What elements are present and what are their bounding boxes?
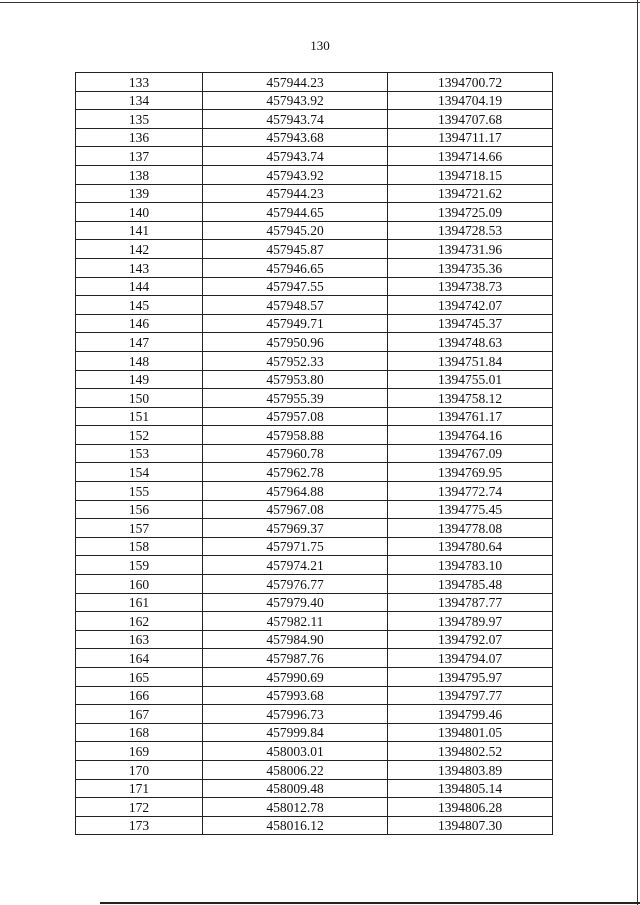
x-coordinate-cell: 457987.76 (203, 649, 388, 668)
y-coordinate-cell: 1394780.64 (388, 537, 553, 556)
y-coordinate-cell: 1394718.15 (388, 165, 553, 184)
table-row (76, 630, 553, 649)
x-coordinate-cell: 457944.65 (203, 203, 388, 222)
table-row (76, 816, 553, 835)
y-coordinate-cell: 1394738.73 (388, 277, 553, 296)
table-row (76, 593, 553, 612)
table-row (76, 426, 553, 445)
point-id-cell: 167 (76, 705, 203, 724)
x-coordinate-cell: 457971.75 (203, 537, 388, 556)
point-id-cell: 146 (76, 314, 203, 333)
table-row (76, 240, 553, 259)
table-row (76, 277, 553, 296)
y-coordinate-cell: 1394792.07 (388, 630, 553, 649)
x-coordinate-cell: 457945.20 (203, 221, 388, 240)
x-coordinate-cell: 457996.73 (203, 705, 388, 724)
y-coordinate-cell: 1394758.12 (388, 389, 553, 408)
table-row (76, 165, 553, 184)
y-coordinate-cell: 1394801.05 (388, 723, 553, 742)
y-coordinate-cell: 1394805.14 (388, 779, 553, 798)
x-coordinate-cell: 458009.48 (203, 779, 388, 798)
point-id-cell: 137 (76, 147, 203, 166)
table-row (76, 500, 553, 519)
y-coordinate-cell: 1394748.63 (388, 333, 553, 352)
point-id-cell: 143 (76, 258, 203, 277)
point-id-cell: 164 (76, 649, 203, 668)
x-coordinate-cell: 457960.78 (203, 444, 388, 463)
x-coordinate-cell: 457962.78 (203, 463, 388, 482)
x-coordinate-cell: 457982.11 (203, 612, 388, 631)
table-row (76, 798, 553, 817)
x-coordinate-cell: 457984.90 (203, 630, 388, 649)
y-coordinate-cell: 1394803.89 (388, 760, 553, 779)
x-coordinate-cell: 457993.68 (203, 686, 388, 705)
table-row (76, 649, 553, 668)
table-row (76, 760, 553, 779)
y-coordinate-cell: 1394795.97 (388, 668, 553, 687)
point-id-cell: 161 (76, 593, 203, 612)
x-coordinate-cell: 458006.22 (203, 760, 388, 779)
y-coordinate-cell: 1394742.07 (388, 296, 553, 315)
table-row (76, 351, 553, 370)
table-row (76, 184, 553, 203)
y-coordinate-cell: 1394785.48 (388, 575, 553, 594)
point-id-cell: 154 (76, 463, 203, 482)
y-coordinate-cell: 1394735.36 (388, 258, 553, 277)
x-coordinate-cell: 457943.74 (203, 147, 388, 166)
y-coordinate-cell: 1394806.28 (388, 798, 553, 817)
x-coordinate-cell: 457949.71 (203, 314, 388, 333)
x-coordinate-cell: 457974.21 (203, 556, 388, 575)
point-id-cell: 134 (76, 91, 203, 110)
table-row (76, 128, 553, 147)
x-coordinate-cell: 457990.69 (203, 668, 388, 687)
x-coordinate-cell: 457950.96 (203, 333, 388, 352)
y-coordinate-cell: 1394769.95 (388, 463, 553, 482)
x-coordinate-cell: 457957.08 (203, 407, 388, 426)
table-row (76, 779, 553, 798)
y-coordinate-cell: 1394755.01 (388, 370, 553, 389)
point-id-cell: 144 (76, 277, 203, 296)
point-id-cell: 173 (76, 816, 203, 835)
x-coordinate-cell: 457945.87 (203, 240, 388, 259)
x-coordinate-cell: 458016.12 (203, 816, 388, 835)
y-coordinate-cell: 1394797.77 (388, 686, 553, 705)
y-coordinate-cell: 1394764.16 (388, 426, 553, 445)
point-id-cell: 145 (76, 296, 203, 315)
point-id-cell: 170 (76, 760, 203, 779)
x-coordinate-cell: 457955.39 (203, 389, 388, 408)
y-coordinate-cell: 1394700.72 (388, 73, 553, 92)
point-id-cell: 141 (76, 221, 203, 240)
x-coordinate-cell: 457958.88 (203, 426, 388, 445)
point-id-cell: 168 (76, 723, 203, 742)
y-coordinate-cell: 1394731.96 (388, 240, 553, 259)
x-coordinate-cell: 457999.84 (203, 723, 388, 742)
y-coordinate-cell: 1394704.19 (388, 91, 553, 110)
point-id-cell: 133 (76, 73, 203, 92)
x-coordinate-cell: 457943.74 (203, 110, 388, 129)
x-coordinate-cell: 457944.23 (203, 73, 388, 92)
table-row (76, 221, 553, 240)
table-row (76, 723, 553, 742)
table-row (76, 333, 553, 352)
y-coordinate-cell: 1394728.53 (388, 221, 553, 240)
x-coordinate-cell: 457964.88 (203, 482, 388, 501)
x-coordinate-cell: 457943.68 (203, 128, 388, 147)
y-coordinate-cell: 1394711.17 (388, 128, 553, 147)
scan-edge-bottom (100, 902, 640, 904)
y-coordinate-cell: 1394772.74 (388, 482, 553, 501)
table-row (76, 742, 553, 761)
table-row (76, 110, 553, 129)
table-row (76, 258, 553, 277)
y-coordinate-cell: 1394721.62 (388, 184, 553, 203)
point-id-cell: 152 (76, 426, 203, 445)
point-id-cell: 159 (76, 556, 203, 575)
point-id-cell: 172 (76, 798, 203, 817)
point-id-cell: 166 (76, 686, 203, 705)
x-coordinate-cell: 457946.65 (203, 258, 388, 277)
x-coordinate-cell: 457953.80 (203, 370, 388, 389)
point-id-cell: 151 (76, 407, 203, 426)
y-coordinate-cell: 1394725.09 (388, 203, 553, 222)
point-id-cell: 165 (76, 668, 203, 687)
scan-edge-right (637, 0, 638, 905)
y-coordinate-cell: 1394745.37 (388, 314, 553, 333)
point-id-cell: 155 (76, 482, 203, 501)
x-coordinate-cell: 457948.57 (203, 296, 388, 315)
y-coordinate-cell: 1394775.45 (388, 500, 553, 519)
point-id-cell: 158 (76, 537, 203, 556)
x-coordinate-cell: 457952.33 (203, 351, 388, 370)
y-coordinate-cell: 1394789.97 (388, 612, 553, 631)
point-id-cell: 138 (76, 165, 203, 184)
y-coordinate-cell: 1394778.08 (388, 519, 553, 538)
y-coordinate-cell: 1394783.10 (388, 556, 553, 575)
table-row (76, 203, 553, 222)
point-id-cell: 162 (76, 612, 203, 631)
point-id-cell: 150 (76, 389, 203, 408)
coordinate-table-body (76, 73, 553, 835)
y-coordinate-cell: 1394802.52 (388, 742, 553, 761)
page-number: 130 (310, 38, 330, 53)
point-id-cell: 148 (76, 351, 203, 370)
point-id-cell: 160 (76, 575, 203, 594)
point-id-cell: 142 (76, 240, 203, 259)
point-id-cell: 140 (76, 203, 203, 222)
table-row (76, 370, 553, 389)
x-coordinate-cell: 457943.92 (203, 165, 388, 184)
table-row (76, 519, 553, 538)
table-row (76, 537, 553, 556)
point-id-cell: 171 (76, 779, 203, 798)
point-id-cell: 157 (76, 519, 203, 538)
y-coordinate-cell: 1394761.17 (388, 407, 553, 426)
x-coordinate-cell: 457944.23 (203, 184, 388, 203)
x-coordinate-cell: 457943.92 (203, 91, 388, 110)
point-id-cell: 149 (76, 370, 203, 389)
point-id-cell: 136 (76, 128, 203, 147)
y-coordinate-cell: 1394794.07 (388, 649, 553, 668)
x-coordinate-cell: 457967.08 (203, 500, 388, 519)
point-id-cell: 169 (76, 742, 203, 761)
table-row (76, 147, 553, 166)
point-id-cell: 135 (76, 110, 203, 129)
coordinate-table (75, 72, 553, 835)
table-row (76, 444, 553, 463)
y-coordinate-cell: 1394714.66 (388, 147, 553, 166)
point-id-cell: 153 (76, 444, 203, 463)
x-coordinate-cell: 457979.40 (203, 593, 388, 612)
table-row (76, 705, 553, 724)
x-coordinate-cell: 457969.37 (203, 519, 388, 538)
x-coordinate-cell: 458012.78 (203, 798, 388, 817)
point-id-cell: 139 (76, 184, 203, 203)
table-row (76, 575, 553, 594)
y-coordinate-cell: 1394807.30 (388, 816, 553, 835)
table-row (76, 296, 553, 315)
x-coordinate-cell: 457947.55 (203, 277, 388, 296)
table-row (76, 612, 553, 631)
x-coordinate-cell: 457976.77 (203, 575, 388, 594)
y-coordinate-cell: 1394707.68 (388, 110, 553, 129)
table-row (76, 482, 553, 501)
y-coordinate-cell: 1394787.77 (388, 593, 553, 612)
table-row (76, 668, 553, 687)
table-row (76, 686, 553, 705)
scan-edge-top (0, 2, 640, 3)
point-id-cell: 163 (76, 630, 203, 649)
table-row (76, 91, 553, 110)
table-row (76, 389, 553, 408)
x-coordinate-cell: 458003.01 (203, 742, 388, 761)
table-row (76, 407, 553, 426)
table-row (76, 73, 553, 92)
y-coordinate-cell: 1394751.84 (388, 351, 553, 370)
table-row (76, 463, 553, 482)
point-id-cell: 156 (76, 500, 203, 519)
table-row (76, 314, 553, 333)
table-row (76, 556, 553, 575)
point-id-cell: 147 (76, 333, 203, 352)
y-coordinate-cell: 1394767.09 (388, 444, 553, 463)
y-coordinate-cell: 1394799.46 (388, 705, 553, 724)
